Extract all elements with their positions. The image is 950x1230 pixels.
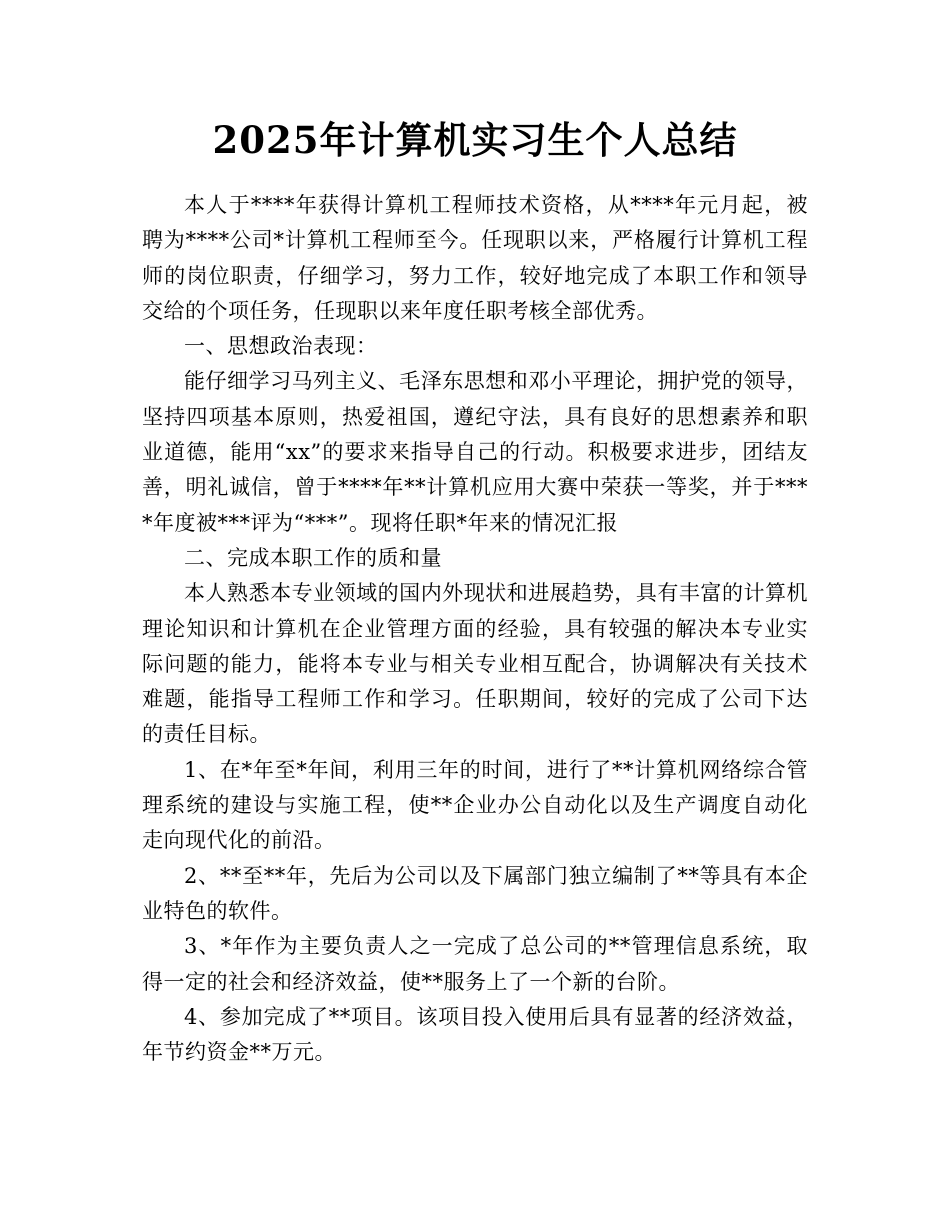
- list-item-2: 2、**至**年，先后为公司以及下属部门独立编制了**等具有本企业特色的软件。: [142, 863, 808, 923]
- section-heading-political: 一、思想政治表现：: [184, 334, 378, 359]
- document-body: [142, 188, 808, 1070]
- document-title: 2025年计算机实习生个人总结: [212, 118, 738, 162]
- section-heading-work: 二、完成本职工作的质和量: [184, 545, 442, 570]
- list-item-1: 1、在*年至*年间，利用三年的时间，进行了**计算机网络综合管理系统的建设与实施工程，使**企业办公自动化以及生产调度自动化走向现代化的前沿。: [142, 757, 808, 853]
- list-item-4: 4、参加完成了**项目。该项目投入使用后具有显著的经济效益，年节约资金**万元。: [142, 1004, 808, 1065]
- list-item-3: 3、*年作为主要负责人之一完成了总公司的**管理信息系统，取得一定的社会和经济效益，使**服务上了一个新的台阶。: [142, 934, 808, 994]
- paragraph-political: 能仔细学习马列主义、毛泽东思想和邓小平理论，拥护党的领导，坚持四项基本原则，热爱祖国，遵纪守法，具有良好的思想素养和职业道德，能用“xx”的要求来指导自己的行动。积极要求进步，团结友善，明礼诚信，曾于****年**计算机应用大赛中荣获一等奖，并于****年度被***评为“***”。现将任职*年来的情况汇报: [142, 369, 808, 535]
- paragraph-work: 本人熟悉本专业领域的国内外现状和进展趋势，具有丰富的计算机理论知识和计算机在企业管理方面的经验，具有较强的解决本专业实际问题的能力，能将本专业与相关专业相互配合，协调解决有关技术难题，能指导工程师工作和学习。任职期间，较好的完成了公司下达的责任目标。: [142, 581, 808, 747]
- paragraph-intro: 本人于****年获得计算机工程师技术资格，从****年元月起，被聘为****公司*计算机工程师至今。任现职以来，严格履行计算机工程师的岗位职责，仔细学习，努力工作，较好地完成了本职工作和领导交给的个项任务，任现职以来年度任职考核全部优秀。: [142, 193, 808, 323]
